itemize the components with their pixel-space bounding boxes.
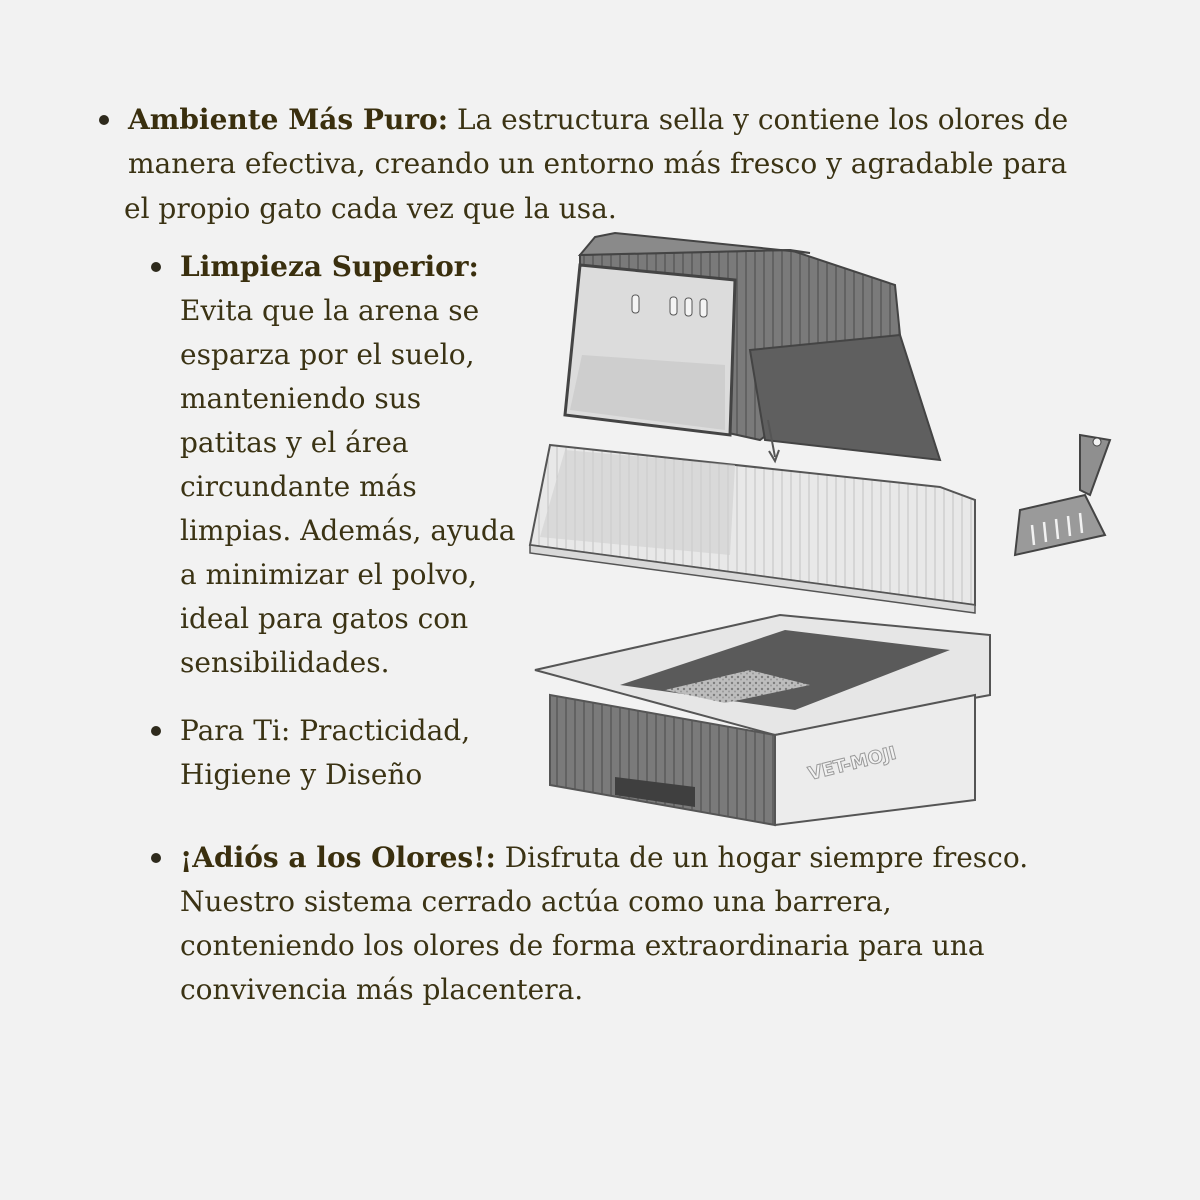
item-adios-line4: convivencia más placentera. [180, 973, 584, 1006]
bullet-limpieza [151, 262, 161, 272]
item-adios-title: ¡Adiós a los Olores!: [180, 841, 496, 874]
item-limpieza-l1: Evita que la arena se [180, 294, 480, 327]
item-limpieza-l5: circundante más [180, 470, 417, 503]
bullet-ambiente [99, 115, 109, 125]
item-ambiente-line3: el propio gato cada vez que la usa. [124, 192, 617, 225]
item-limpieza-title-line [180, 245, 479, 290]
item-limpieza-l9: sensibilidades. [180, 646, 390, 679]
item-adios-text: Disfruta de un hogar siempre fresco. [495, 841, 1029, 874]
lid-vent-1 [632, 295, 639, 313]
item-limpieza-l8: ideal para gatos con [180, 602, 469, 635]
item-ambiente-line2: manera efectiva, creando un entorno más fresco y agradable para [128, 147, 1068, 180]
lid-vent-2 [670, 297, 677, 315]
scoop-icon [1015, 435, 1110, 555]
bullet-para-ti [151, 726, 161, 736]
item-limpieza-l4: patitas y el área [180, 426, 409, 459]
item-ambiente-title: Ambiente Más Puro: [128, 103, 449, 136]
item-limpieza-l2: esparza por el suelo, [180, 338, 475, 371]
item-para-ti-line2: Higiene y Diseño [180, 758, 423, 791]
lid-vent-3 [685, 298, 692, 316]
item-ambiente-text: La estructura sella y contiene los olores de [448, 103, 1069, 136]
litter-box-illustration [520, 225, 1120, 835]
lid-vent-4 [700, 299, 707, 317]
item-ambiente-line1 [128, 98, 1068, 143]
item-limpieza-l6: limpias. Además, ayuda [180, 514, 516, 547]
frame-middle [530, 445, 975, 613]
item-adios-line3: conteniendo los olores de forma extraordinaria para una [180, 929, 985, 962]
item-limpieza-title: Limpieza Superior: [180, 250, 479, 283]
brand-logo: VET-MOJI [806, 742, 899, 785]
item-limpieza-l3: manteniendo sus [180, 382, 422, 415]
item-limpieza-l7: a minimizar el polvo, [180, 558, 478, 591]
bullet-adios [151, 853, 161, 863]
item-adios-line1 [180, 836, 1028, 881]
item-adios-line2: Nuestro sistema cerrado actúa como una barrera, [180, 885, 892, 918]
tray-base [535, 615, 990, 825]
lid-top [565, 233, 940, 460]
item-para-ti-line1: Para Ti: Practicidad, [180, 714, 471, 747]
